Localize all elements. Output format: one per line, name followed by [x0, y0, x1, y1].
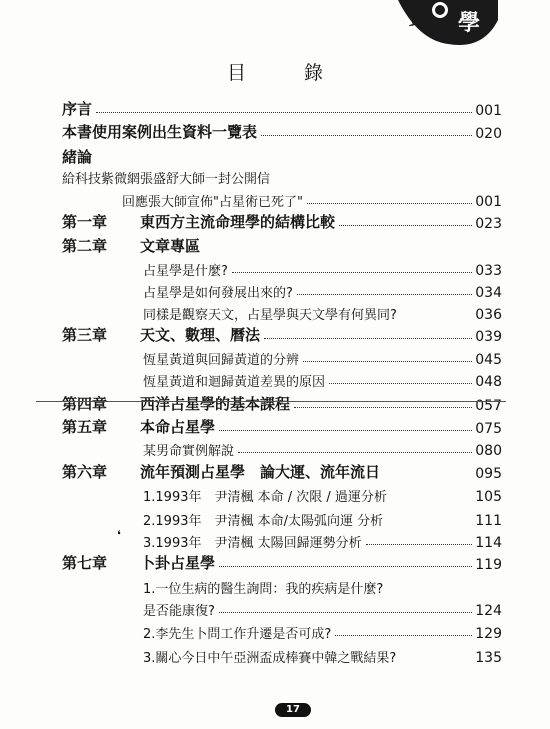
- toc-entry-title: [62, 416, 215, 437]
- toc-entry-title: [143, 304, 397, 323]
- toc-entry[interactable]: [0, 417, 550, 437]
- toc-page-number: 048: [475, 374, 502, 390]
- toc-entry-title: [143, 578, 383, 597]
- toc-page-number: 045: [475, 352, 502, 368]
- toc-entry[interactable]: [0, 509, 550, 529]
- toc-page-number: 036: [475, 307, 502, 323]
- dot-leader: [219, 566, 472, 567]
- toc-title-text: 1.1993年 尹清楓 本命 / 次限 / 過運分析: [143, 490, 387, 505]
- dot-leader: [339, 225, 472, 226]
- toc-page-number: 075: [475, 421, 502, 437]
- toc-entry-title: [143, 486, 387, 505]
- toc-entry[interactable]: [0, 325, 550, 345]
- page-number-badge: 17: [275, 703, 311, 717]
- toc-entry[interactable]: [0, 553, 550, 573]
- toc-title-text: 2.李先生卜問工作升遷是否可成?: [143, 627, 332, 642]
- toc-entry[interactable]: [0, 531, 550, 551]
- dot-leader: [329, 383, 472, 384]
- toc-entry[interactable]: [0, 259, 550, 279]
- toc-page-number: 020: [475, 126, 502, 142]
- toc-entry[interactable]: [0, 122, 550, 142]
- dot-leader: [264, 338, 472, 339]
- toc-title-text: 恆星黃道與回歸黃道的分辨: [143, 353, 300, 368]
- toc-page-number: 119: [475, 557, 502, 573]
- toc-page-number: 033: [475, 263, 502, 279]
- toc-title-text: 本命占星學: [140, 418, 216, 436]
- toc-page-number: 111: [475, 513, 502, 529]
- toc-page-number: 039: [475, 329, 502, 345]
- dot-leader: [335, 635, 472, 636]
- toc-page-number: 095: [475, 466, 502, 482]
- svg-text:學: 學: [458, 10, 481, 36]
- toc-entry-title: [62, 146, 92, 167]
- toc-entry-title: [62, 461, 380, 482]
- svg-text:實: 實: [408, 5, 428, 29]
- toc-heading: 目 錄: [226, 62, 350, 84]
- toc-entry[interactable]: [0, 190, 550, 210]
- toc-chapter-label: 第一章: [62, 213, 108, 231]
- toc-entry-title: [143, 440, 234, 459]
- toc-entry-title: [62, 211, 335, 232]
- toc-page-number: 057: [475, 398, 502, 414]
- dot-leader: [366, 544, 473, 545]
- toc-entry[interactable]: [0, 99, 550, 119]
- toc-page-number: 105: [475, 489, 502, 505]
- toc-title-text: 天文、數理、曆法: [140, 326, 261, 344]
- toc-entry[interactable]: [0, 147, 550, 167]
- toc-entry-title: [143, 282, 293, 301]
- toc-page-number: 001: [475, 103, 502, 119]
- toc-title-text: 序言: [62, 100, 93, 118]
- toc-entry-title: [143, 510, 383, 529]
- dot-leader: [232, 272, 472, 273]
- toc-title-text: 西洋占星學的基本課程: [140, 395, 291, 413]
- toc-entry[interactable]: [0, 485, 550, 505]
- toc-title-text: 3.關心今日中午亞洲盃成棒賽中韓之戰結果?: [143, 651, 397, 666]
- toc-entry-title: [143, 532, 362, 551]
- toc-entry[interactable]: [0, 212, 550, 232]
- toc-page-number: 135: [475, 650, 502, 666]
- toc-entry-title: [143, 260, 228, 279]
- dot-leader: [96, 112, 472, 113]
- toc-entry[interactable]: [0, 394, 550, 414]
- toc-entry-title: [143, 600, 215, 619]
- toc-title-text: 占星學是什麼?: [143, 264, 228, 279]
- toc-chapter-label: 第四章: [62, 395, 108, 413]
- toc-title-text: 文章專區: [140, 237, 201, 255]
- toc-entry-title: [62, 324, 260, 345]
- dot-leader: [238, 452, 472, 453]
- toc-title-text: 2.1993年 尹清楓 本命/太陽弧向運 分析: [143, 514, 384, 529]
- toc-title-text: 給科技紫微網張盛舒大師一封公開信: [62, 172, 271, 187]
- toc-entry-title: [143, 647, 396, 666]
- toc-entry-title: [62, 98, 92, 119]
- toc-page-number: 023: [475, 216, 502, 232]
- toc-title-text: 同樣是觀察天文，占星學與天文學有何異同?: [143, 308, 397, 323]
- toc-title-text: 占星學是如何發展出來的?: [143, 286, 293, 301]
- toc-entry-title: [62, 235, 200, 256]
- toc-title-text: 流年預測占星學 論大運、流年流日: [140, 463, 381, 481]
- toc-entry-title: [143, 623, 331, 642]
- toc-entry[interactable]: [0, 439, 550, 459]
- toc-title-text: 1.一位生病的醫生詢問：我的疾病是什麼?: [143, 582, 384, 597]
- toc-entry[interactable]: [0, 646, 550, 666]
- toc-entry[interactable]: [0, 167, 550, 187]
- toc-title-text: 3.1993年 尹清楓 太陽回歸運勢分析: [143, 536, 362, 551]
- toc-entry[interactable]: [0, 348, 550, 368]
- toc-chapter-label: 第七章: [62, 554, 108, 572]
- toc-chapter-label: 第二章: [62, 237, 108, 255]
- toc-page-number: 114: [475, 535, 502, 551]
- toc-entry-title: [62, 393, 290, 414]
- toc-page-number: 124: [475, 603, 502, 619]
- toc-entry[interactable]: [0, 462, 550, 482]
- dot-leader: [303, 361, 472, 362]
- pen-mark: ❛: [117, 528, 121, 542]
- dot-leader: [297, 294, 472, 295]
- toc-page-number: 001: [475, 194, 502, 210]
- dot-leader: [294, 407, 472, 408]
- toc-chapter-label: 第三章: [62, 326, 108, 344]
- toc-title-text: 卜卦占星學: [140, 554, 216, 572]
- toc-title-text: 恆星黃道和迴歸黃道差異的原因: [143, 375, 326, 390]
- toc-entry[interactable]: [0, 236, 550, 256]
- toc-entry-title: [62, 168, 270, 187]
- toc-entry[interactable]: [0, 370, 550, 390]
- toc-entry-title: [143, 349, 299, 368]
- dot-leader: [307, 203, 472, 204]
- scan-line-artifact: [36, 401, 506, 402]
- toc-title-text: 回應張大師宣佈"占星術已死了": [122, 195, 303, 210]
- toc-title-text: 是否能康復?: [143, 604, 215, 619]
- dot-leader: [219, 430, 472, 431]
- toc-title-text: 某男命實例解說: [143, 444, 235, 459]
- dot-leader: [219, 612, 472, 613]
- toc-chapter-label: 第六章: [62, 463, 108, 481]
- toc-title-text: 本書使用案例出生資料一覽表: [62, 123, 258, 141]
- toc-entry-title: [62, 552, 215, 573]
- toc-title-text: 東西方主流命理學的結構比較: [140, 213, 336, 231]
- dot-leader: [261, 135, 472, 136]
- toc-page-number: 080: [475, 443, 502, 459]
- toc-entry-title: [143, 371, 325, 390]
- toc-chapter-label: 第五章: [62, 418, 108, 436]
- toc-entry[interactable]: [0, 599, 550, 619]
- toc-entry[interactable]: [0, 281, 550, 301]
- toc-page-number: 129: [475, 626, 502, 642]
- book-logo-emblem: [388, 0, 498, 48]
- toc-page-number: 034: [475, 285, 502, 301]
- toc-entry-title: [62, 121, 257, 142]
- toc-entry[interactable]: [0, 622, 550, 642]
- toc-entry[interactable]: [0, 303, 550, 323]
- toc-entry[interactable]: [0, 577, 550, 597]
- toc-title-text: 緒論: [62, 148, 93, 166]
- toc-entry-title: [122, 191, 303, 210]
